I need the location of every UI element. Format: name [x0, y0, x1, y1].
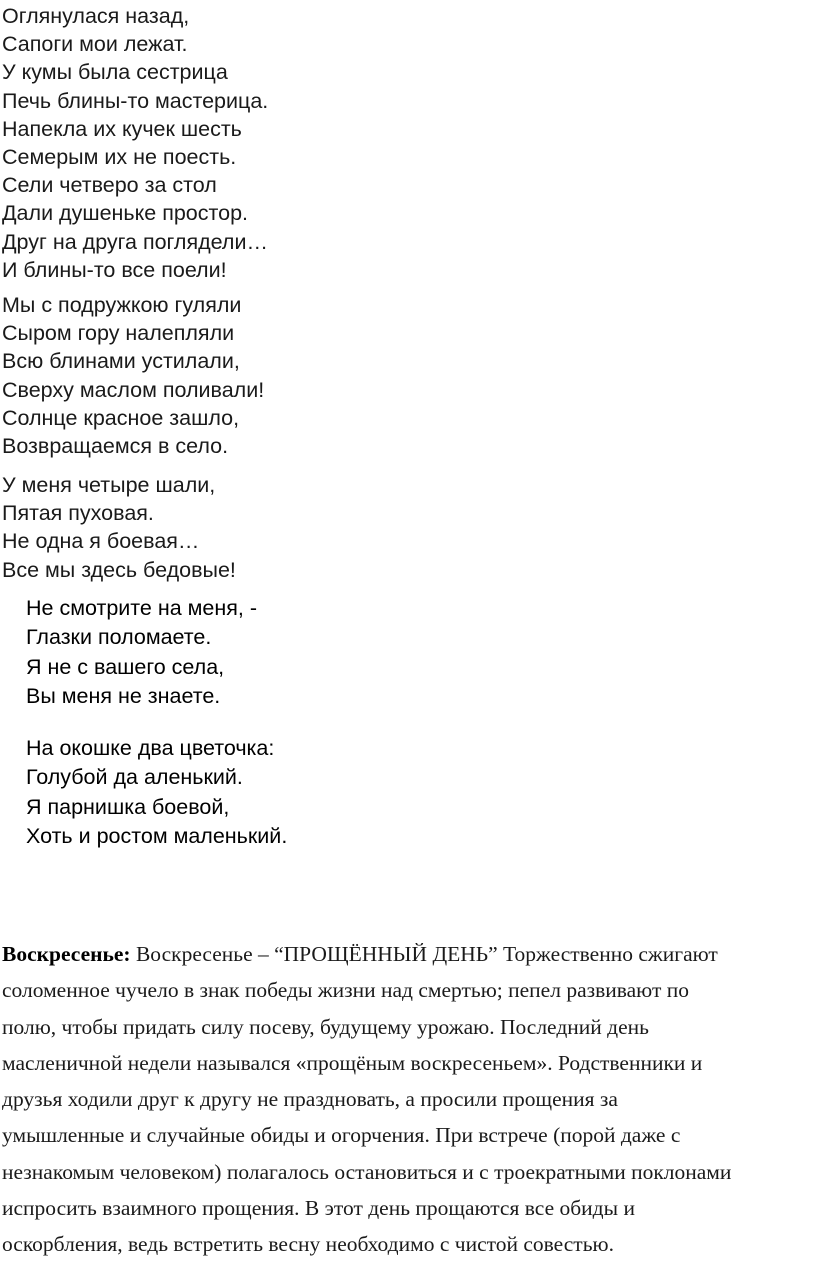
poem-line: Печь блины-то мастерица.	[2, 88, 269, 113]
poem-line: Хоть и ростом маленький.	[26, 823, 288, 848]
poem-stanza-3	[2, 471, 236, 584]
poem-line: На окошке два цветочка:	[26, 736, 275, 760]
poem-line: Всю блинами устилали,	[2, 349, 240, 374]
poem-line: Друг на друга поглядели…	[2, 229, 268, 254]
poem-stanza-1	[2, 2, 268, 284]
poem-line: Солнце красное зашло,	[2, 405, 240, 430]
poem-line: Семерым их не поесть.	[2, 145, 237, 170]
paragraph-line: оскорбления, ведь встретить весну необходимо с чистой совестью.	[2, 1232, 614, 1257]
poem-line: У кумы была сестрица	[2, 60, 228, 85]
poem-line: Мы с подружкою гуляли	[2, 293, 242, 317]
poem-line: Сапоги мои лежат.	[2, 32, 188, 57]
paragraph-line: друзья ходили друг к другу не праздновать, а просили прощения за	[2, 1087, 618, 1112]
poem-line: У меня четыре шали,	[2, 473, 216, 497]
poem-line: Оглянулася назад,	[2, 4, 190, 28]
poem-line: Возвращаемся в село.	[2, 434, 229, 459]
poem-stanza-4	[26, 594, 257, 711]
paragraph-line: масленичной недели назывался «прощёным воскресеньем». Родственники и	[2, 1050, 703, 1075]
poem-line: Голубой да аленький.	[26, 765, 243, 790]
poem-line: Я не с вашего села,	[26, 654, 225, 679]
paragraph-line: незнакомым человеком) полагалось остановиться и с троекратными поклонами	[2, 1159, 732, 1184]
paragraph-line: умышленные и случайные обиды и огорчения. При встрече (порой даже с	[2, 1123, 681, 1148]
poem-line: И блины-то все поели!	[2, 257, 227, 282]
poem-stanza-2	[2, 291, 264, 460]
paragraph-line: испросить взаимного прощения. В этот день прощаются все обиды и	[2, 1196, 635, 1221]
poem-stanza-5	[26, 734, 287, 851]
poem-line: Я парнишка боевой,	[26, 794, 230, 819]
poem-line: Не одна я боевая…	[2, 529, 200, 554]
poem-line: Напекла их кучек шесть	[2, 116, 242, 141]
poem-line: Дали душеньке простор.	[2, 201, 249, 226]
paragraph-line: соломенное чучело в знак победы жизни над смертью; пепел развивают по	[2, 978, 689, 1003]
poem-line: Вы меня не знаете.	[26, 683, 221, 708]
poem-line: Глазки поломаете.	[26, 625, 212, 650]
paragraph-line: полю, чтобы придать силу посеву, будущему урожаю. Последний день	[2, 1014, 649, 1039]
sunday-heading: Воскресенье:	[2, 942, 131, 966]
sunday-paragraph	[2, 936, 814, 1263]
poem-line: Сели четверо за стол	[2, 173, 217, 198]
poem-line: Не смотрите на меня, -	[26, 596, 257, 620]
poem-line: Пятая пуховая.	[2, 501, 154, 526]
poem-line: Сверху маслом поливали!	[2, 377, 265, 402]
poem-line: Сыром гору налепляли	[2, 321, 235, 346]
poem-line: Все мы здесь бедовые!	[2, 557, 236, 582]
paragraph-first-line	[2, 936, 814, 972]
paragraph-line-text: Воскресенье – “ПРОЩЁННЫЙ ДЕНЬ” Торжественно сжигают	[130, 942, 718, 966]
